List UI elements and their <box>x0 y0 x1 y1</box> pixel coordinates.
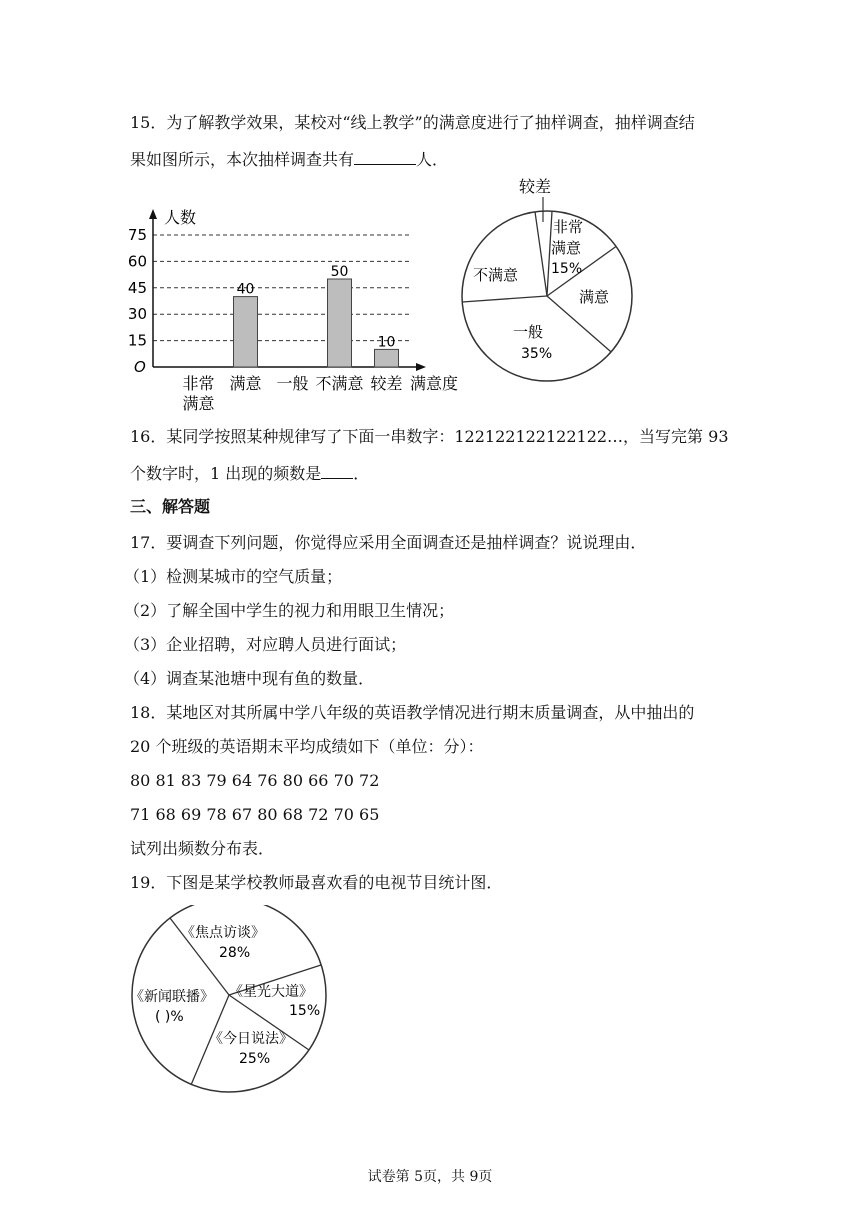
pie2-label-xingguang-pct: 15% <box>289 1003 321 1019</box>
q18-line1: 18．某地区对其所属中学八年级的英语教学情况进行期末质量调查，从中抽出的 <box>130 703 695 722</box>
x-category-label: 一般 <box>276 374 309 393</box>
pie2-label-jinri: 《今日说法》 <box>209 1031 293 1047</box>
q17-stem: 17．要调查下列问题，你觉得应采用全面调查还是抽样调查？说说理由． <box>130 533 647 552</box>
answer-blank-q15 <box>354 148 416 165</box>
y-tick-label: 60 <box>127 252 147 271</box>
y-axis-arrow <box>149 209 157 219</box>
pie1-label-very-pct: 15% <box>551 261 583 277</box>
bar-data-label: 40 <box>236 281 255 298</box>
pie2-label-jinri-pct: 25% <box>239 1051 271 1067</box>
q16-line2 <box>130 462 369 485</box>
x-axis-arrow <box>416 363 426 371</box>
bar-data-label: 50 <box>330 264 349 280</box>
q18-data-row-2: 71 68 69 78 67 80 68 72 70 65 <box>130 805 380 824</box>
x-category-label: 满意 <box>182 394 215 413</box>
pie1-divider-1 <box>535 212 547 296</box>
pie1-label-poor: 较差 <box>519 177 552 196</box>
bar <box>375 349 399 367</box>
q15-line1: 15．为了解教学效果，某校对“线上教学”的满意度进行了抽样调查，抽样调查结 <box>130 113 695 132</box>
pie2-label-xinwen-pct: ( )% <box>155 1009 184 1025</box>
q17-item-2: （2）了解全国中学生的视力和用眼卫生情况； <box>124 601 455 620</box>
origin-label: O <box>134 358 146 376</box>
q17-item-4: （4）调查某池塘中现有鱼的数量． <box>124 669 375 688</box>
q17-item-1: （1）检测某城市的空气质量； <box>124 567 343 586</box>
q16-line1: 16．某同学按照某种规律写了下面一串数字：122122122122122…，当写完第 93 <box>130 427 729 446</box>
pie1-divider-5 <box>462 296 547 302</box>
x-axis-label: 满意度 <box>410 374 459 393</box>
page-footer: 试卷第 5页，共 9页 <box>367 1169 493 1185</box>
bar <box>234 297 258 367</box>
pie1-label-satisfied: 满意 <box>579 288 610 306</box>
q15-line2-a: 果如图所示，本次抽样调查共有 <box>130 150 355 169</box>
pie1-label-unsatisfied: 不满意 <box>473 266 519 284</box>
y-axis-label: 人数 <box>164 208 197 227</box>
bar-chart <box>120 195 480 420</box>
pie2-label-jiaodian: 《焦点访谈》 <box>181 925 265 941</box>
q19-stem: 19．下图是某学校教师最喜欢看的电视节目统计图． <box>130 873 503 892</box>
y-tick-label: 45 <box>127 278 147 297</box>
pie2-label-jiaodian-pct: 28% <box>219 945 251 961</box>
q18-line2: 20 个班级的英语期末平均成绩如下（单位：分）： <box>130 737 484 756</box>
x-category-label: 非常 <box>182 374 215 393</box>
section-title: 三、解答题 <box>130 497 211 516</box>
satisfaction-pie <box>455 170 655 390</box>
q17-item-3: （3）企业招聘，对应聘人员进行面试； <box>124 635 407 654</box>
q18-task: 试列出频数分布表． <box>130 839 275 858</box>
q15-line2-b: 人． <box>416 150 449 169</box>
pie2-label-xingguang: 《星光大道》 <box>229 984 313 1000</box>
y-tick-label: 15 <box>127 331 147 350</box>
q15-line2 <box>130 148 448 171</box>
q16-line2-a: 个数字时，1 出现的频数是 <box>130 464 322 483</box>
y-tick-label: 30 <box>127 305 147 324</box>
y-tick-label: 75 <box>127 226 147 244</box>
q16-line2-b: ． <box>353 464 370 483</box>
pie2-label-xinwen: 《新闻联播》 <box>130 989 214 1005</box>
pie1-label-general-pct: 35% <box>521 346 553 362</box>
bar-data-label: 10 <box>377 334 396 351</box>
answer-blank-q16 <box>321 462 353 479</box>
pie1-label-very-mid: 满意 <box>551 239 582 257</box>
pie1-label-very-top: 非常 <box>553 218 584 236</box>
x-category-label: 较差 <box>370 374 403 393</box>
tv-program-pie <box>125 905 345 1095</box>
x-category-label: 不满意 <box>315 374 364 393</box>
pie1-label-general: 一般 <box>513 323 544 341</box>
q18-data-row-1: 80 81 83 79 64 76 80 66 70 72 <box>130 771 380 790</box>
bar <box>328 279 352 367</box>
x-category-label: 满意 <box>229 374 262 393</box>
